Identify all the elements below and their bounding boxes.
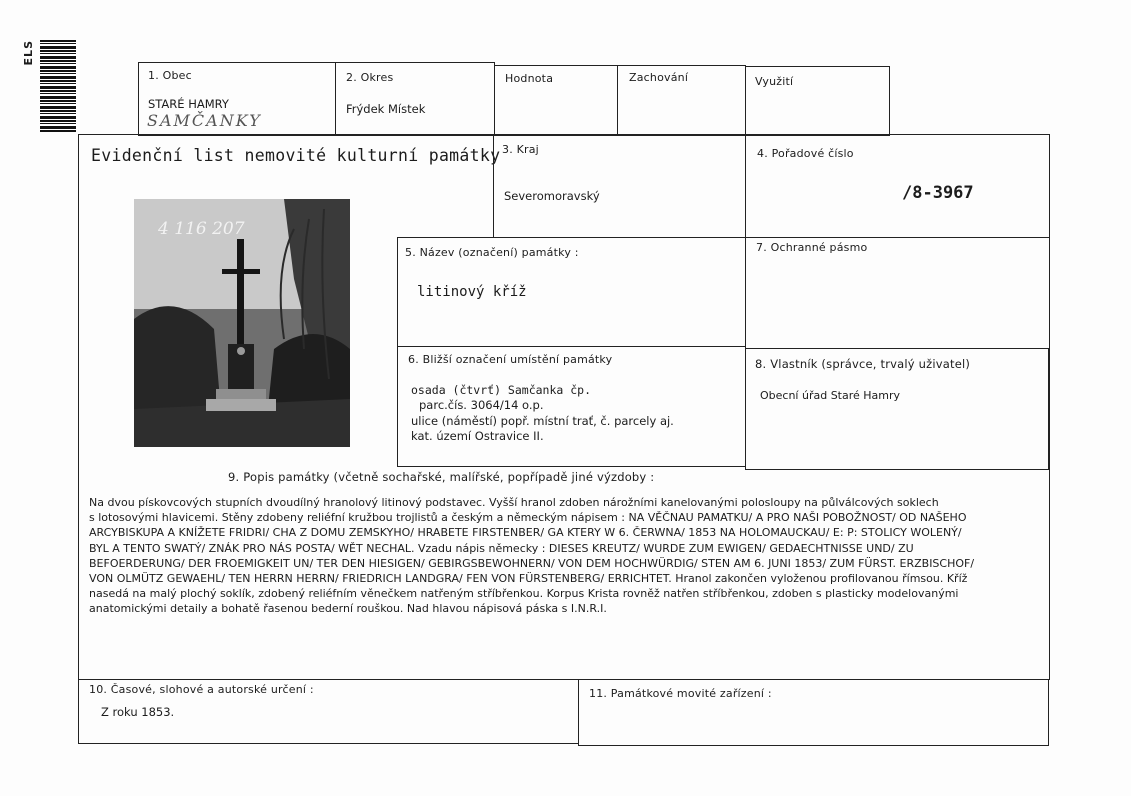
- obec-label: 1. Obec: [148, 69, 192, 82]
- popis-line: BYL A TENTO SWATÝ/ ZNÁK PRO NÁS POSTA/ WĚT NECHAL. Vzadu nápis německy : DIESES KREUTZ/ WURDE ZUM EWIGEN/ GEDAECHTNISSE UND/ ZU: [89, 541, 914, 555]
- barcode: [40, 40, 76, 132]
- margin-code: ELS: [22, 40, 35, 66]
- popis-line: VON OLMÜTZ GEWAEHL/ TEN HERRN HERRN/ FRIEDRICH LANDGRA/ FEN VON FÜRSTENBERG/ ERRICHTET. Hranol zakončen vyloženou profilovanou římsou. Kříž: [89, 572, 968, 586]
- kraj-value: Severomoravský: [504, 189, 600, 203]
- obec-value: STARÉ HAMRY: [148, 97, 229, 111]
- field-ochranne-pasmo: [745, 237, 1050, 349]
- field-kraj: [493, 134, 746, 238]
- popis-line: BEFOERDERUNG/ DER FROEMIGKEIT UN/ TER DEN HIESIGEN/ GEBIRGSBEWOHNERN/ VON DEM HOCHWÜRDIG/ STEN AM 6. JUNI 1853/ ZUM FÜRST. ERZBISCHOF/: [89, 556, 975, 570]
- umisteni-line: ulice (náměstí) popř. místní trať, č. parcely aj.: [411, 414, 674, 428]
- field-movite-zarizeni: [578, 679, 1049, 746]
- popis-text: [89, 495, 1039, 617]
- okres-label: 2. Okres: [346, 71, 394, 84]
- field-okres: [335, 62, 495, 136]
- casove-label: 10. Časové, slohové a autorské určení :: [89, 683, 314, 696]
- obec-handwritten: SAMČANKY: [147, 111, 262, 130]
- ochranne-label: 7. Ochranné pásmo: [756, 241, 868, 254]
- poradove-label: 4. Pořadové číslo: [757, 147, 854, 160]
- umisteni-line: parc.čís. 3064/14 o.p.: [419, 398, 544, 412]
- field-vlastnik: [745, 348, 1049, 470]
- nazev-value: litinový kříž: [417, 284, 527, 300]
- field-nazev: [397, 237, 746, 347]
- field-vyuziti: [745, 66, 890, 136]
- kraj-label: 3. Kraj: [502, 143, 539, 156]
- popis-line: Na dvou pískovcových stupních dvoudílný hranolový litinový podstavec. Vyšší hranol zdoben nárožními kanelovanými polosloupy na půlválcových soklech: [89, 496, 939, 509]
- umisteni-line: kat. území Ostravice II.: [411, 429, 544, 443]
- vyuziti-label: Využití: [755, 75, 794, 88]
- popis-line: anatomickými detaily a bohatě řasenou bederní rouškou. Nad hlavou nápisová páska s I.N.R.I.: [89, 602, 607, 616]
- field-obec: [138, 62, 336, 136]
- umisteni-line: osada (čtvrť) Samčanka čp.: [411, 383, 592, 397]
- hodnota-label: Hodnota: [505, 72, 554, 85]
- popis-line: ARCYBISKUPA A KNÍŽETE FRIDRI/ CHA Z DOMU ZEMSKYHO/ HRABETE FIRSTENBER/ GA KTERY W 6. ČERWNA/ 1853 NA HOLOMAUCKAU/ E: P: STOLICY WOLENÝ/: [89, 526, 962, 540]
- nazev-label: 5. Název (označení) památky :: [405, 246, 579, 259]
- popis-line: nasedá na malý plochý soklík, zdobený reliéfním věnečkem natřeným stříbřenkou. Korpus Krista rovněž natřen stříbřenkou, zdoben s plasticky modelovanými: [89, 587, 959, 601]
- umisteni-label: 6. Bližší označení umístění památky: [408, 353, 613, 366]
- popis-label: 9. Popis památky (včetně sochařské, malířské, popřípadě jiné výzdoby :: [228, 470, 655, 484]
- field-hodnota: [494, 65, 618, 136]
- document-title: Evidenční list nemovité kulturní památky: [91, 146, 501, 165]
- vlastnik-label: 8. Vlastník (správce, trvalý uživatel): [755, 357, 971, 371]
- popis-line: s lotosovými hlavicemi. Stěny zdobeny reliéfní kružbou trojlistů a českým a německým nápisem : NA VĚČNAU PAMATKU/ A PRO NAŠI POBOŽNOST/ OD NAŠEHO: [89, 511, 967, 525]
- monument-photo: [134, 199, 350, 447]
- field-casove-urceni: [78, 679, 579, 744]
- movite-label: 11. Památkové movité zařízení :: [589, 687, 772, 700]
- field-poradove-cislo: [745, 134, 1050, 238]
- zachovani-label: Zachování: [629, 71, 689, 84]
- casove-value: Z roku 1853.: [101, 705, 175, 719]
- okres-value: Frýdek Místek: [346, 102, 426, 116]
- field-zachovani: [617, 65, 746, 136]
- vlastnik-value: Obecní úřad Staré Hamry: [760, 389, 901, 402]
- photo-handwritten-number: 4 116 207: [158, 219, 245, 239]
- field-umisteni: [397, 346, 746, 467]
- poradove-value: /8-3967: [902, 183, 974, 203]
